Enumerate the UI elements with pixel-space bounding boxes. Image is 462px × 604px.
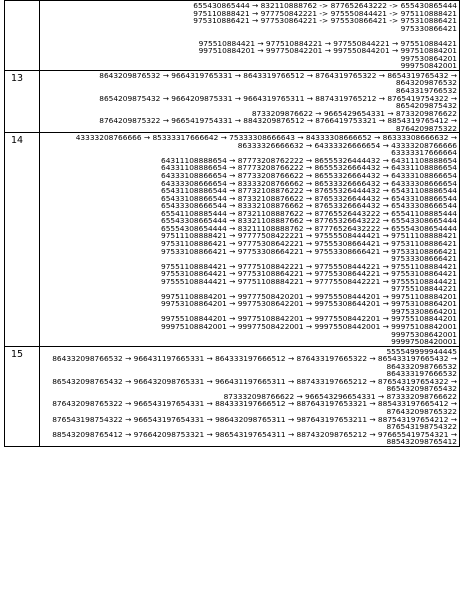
sequence-line: 864332098766532 → 966431197665331 → 864333197666512 → 876433197665322 → 865433197665432 → [52,354,457,364]
sequence-line: 975110888421 → 977750842221 -> 975550844421 -> 975110888421 [193,8,457,18]
table-row [5,133,460,346]
table-body [5,1,460,447]
sequence-line: 873332098766622 → 966543296654331 → 873332098766622 [223,391,457,401]
sequence-line: 864333197666532 [386,369,457,379]
sequence-line: 885432098765412 [386,437,457,447]
sequence-line: 97551108884421 → 97775108842221 → 97755508444221 → 97551108884421 [161,261,457,271]
sequence-line: 64311108888654 → 87773208762222 → 86555326444432 → 64311108888654 [161,155,457,165]
sequence-line: 876543198754322 [386,422,457,432]
sequence-cell [40,346,460,446]
sequence-line: 8654209875432 → 9664209875331 → 9664319765311 → 8874319765212 → 8765419754322 → [99,93,457,103]
sequence-line: 65433108866544 → 87332108876622 → 87653326644432 → 65433108866544 [161,193,457,203]
sequence-line: 876432098765322 [386,406,457,416]
sequence-line: 555549999944445 [386,346,457,356]
sequence-line: 975510884421 → 977510884221 → 977550844221 → 975510884421 [198,38,457,48]
sequence-line: 97555108844421 → 97751108884221 → 97775508442221 → 97555108844421 [161,276,457,286]
sequence-line: 997530864201 [400,53,457,63]
sequence-line: 97531108886421 → 97775308642221 → 97555308664421 → 97531108886421 [161,238,457,248]
sequence-line: 99975308642001 [391,329,457,339]
sequence-line: 999750842001 [400,61,457,71]
kaprekar-sequence-table [4,0,460,447]
sequence-line: 64331108886654 → 87773208766222 → 86555326664432 → 64331108886654 [161,163,457,173]
sequence-line: 65433308666544 → 83332108876662 → 87653326664432 → 65433308666544 [161,201,457,211]
sequence-line: 97755108844221 [391,284,457,294]
sequence-cell [40,133,460,346]
row-number: 13 [5,70,40,132]
sequence-line: 8643209876532 → 9664319765331 → 8643319766512 → 8764319765322 → 8654319765432 → [99,70,457,80]
sequence-line: 97511108888421 → 97777508422221 → 97555508444421 → 97511108888421 [161,231,457,241]
sequence-line: 43333208766666 → 85333317666642 → 75333308666643 → 84333308666652 → 86333308666632 → [75,133,457,143]
sequence-line: 99753108864201 → 99775308642201 → 99755308644201 → 99753108864201 [161,299,457,309]
sequence-line: 86333326666632 → 64333326666654 → 43333208766666 [237,140,457,150]
sequence-line: 997510884201 → 997750842201 → 997550844201 → 997510884201 [198,46,457,56]
sequence-line: 65431108886544 → 87732108876222 → 87655326444432 → 65431108886544 [161,186,457,196]
sequence-line: 99755108844201 → 99775108842201 → 99775508442201 → 99755108844201 [161,314,457,324]
sequence-line: 64333308666654 → 83333208766662 → 86533326666432 → 64333308666654 [161,178,457,188]
sequence-line: 99975108842001 → 99977508422001 → 99975508442001 → 99975108842001 [161,321,457,331]
sequence-cell [40,1,460,71]
sequence-line: 876543198754322 → 966543197654331 → 986432098765311 → 987643197653211 → 887543197654212 → [52,414,457,424]
sequence-line: 864332098766532 [386,361,457,371]
sequence-line: 63333317666664 [391,148,457,158]
sequence-line: 97533108866421 → 97753308664221 → 97553308666421 → 97533108866421 [161,246,457,256]
sequence-line: 975310886421 → 977530864221 -> 975530866421 -> 975310886421 [193,16,457,26]
sequence-line: 65543308665444 → 83321108887662 → 87765326643222 → 65543308665444 [161,216,457,226]
table-row [5,346,460,446]
sequence-line: 8764209875322 → 9665419754331 → 8843209876512 → 8766419753321 → 8854319765412 → [99,116,457,126]
sequence-line: 99753308664201 [391,306,457,316]
sequence-line: 99751108884201 → 99777508420201 → 99755508444201 → 99751108884201 [161,291,457,301]
table-row [5,1,460,71]
table-row [5,70,460,132]
sequence-line: 865432098765432 [386,384,457,394]
row-number: 14 [5,133,40,346]
sequence-line: 8654209875432 [395,101,457,111]
sequence-line: 99997508420001 [391,337,457,347]
sequence-line: 8643319766532 [395,86,457,96]
sequence-cell [40,70,460,132]
sequence-line: 876432098765322 → 966543197654331 → 884333197666512 → 887643197653321 → 885433197665412 → [52,399,457,409]
sequence-line: 65541108885444 → 87321108887622 → 87765526443222 → 65541108885444 [161,208,457,218]
sequence-line: 64333108866654 → 87733208766622 → 86553326664432 → 64333108866654 [161,171,457,181]
row-number: 15 [5,346,40,446]
sequence-line: 655430865444 → 832110888762 -> 877652643222 -> 655430865444 [193,1,457,10]
sequence-line: 65554308654444 → 83211108888762 → 87776526432222 → 65554308654444 [161,223,457,233]
sequence-line: 8764209875322 [395,123,457,133]
sequence-line: 97553108864421 → 97753108864221 → 97755308644221 → 97553108864421 [161,269,457,279]
sequence-line: 8643209876532 [395,78,457,88]
sequence-line: 885432098765412 → 976642098753321 → 986543197654311 → 887432098765212 → 976655419754321 → [52,429,457,439]
row-number [5,1,40,71]
sequence-line: 8733209876622 → 9665429654331 → 8733209876622 [251,108,457,118]
sequence-line: 865432098765432 → 966432098765331 → 966431197665311 → 887433197665212 → 876543197654322 → [52,376,457,386]
sequence-line: 97533308666421 [391,254,457,264]
sequence-line: 975330866421 [400,23,457,33]
